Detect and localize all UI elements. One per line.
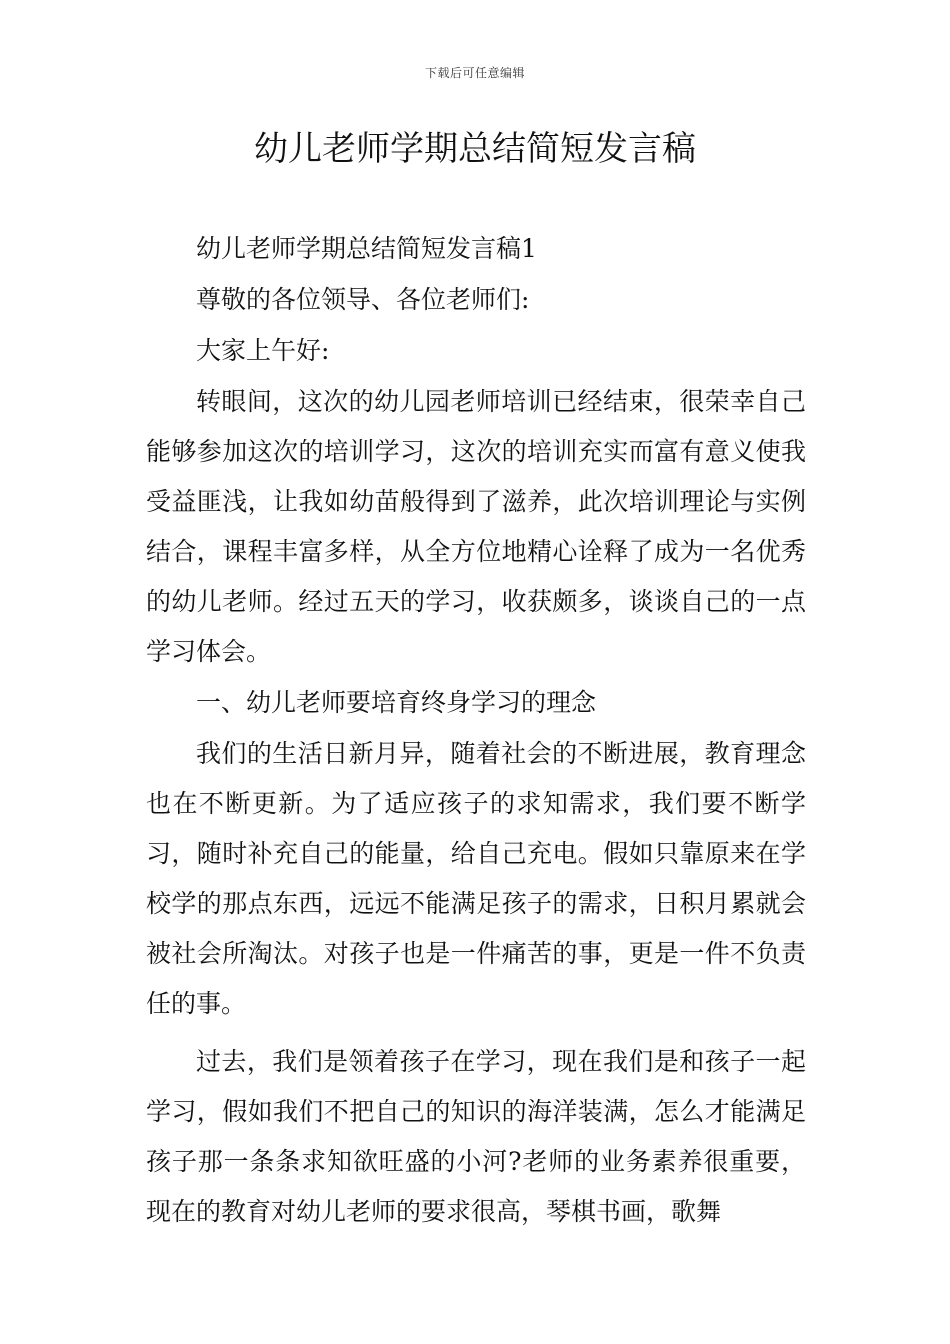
document-body: [146, 224, 806, 1238]
salutation: 尊敬的各位领导、各位老师们:: [196, 285, 530, 314]
subheading: 一、幼儿老师要培育终身学习的理念: [196, 688, 597, 717]
section-heading: 幼儿老师学期总结简短发言稿1: [196, 234, 537, 263]
document-title: 幼儿老师学期总结简短发言稿: [254, 129, 696, 169]
body-paragraph: 过去，我们是领着孩子在学习，现在我们是和孩子一起学习，假如我们不把自己的知识的海洋装满，怎么才能满足孩子那一条条求知欲旺盛的小河?老师的业务素养很重要，现在的教育对幼儿老师的要求很高，琴棋书画，歌舞: [146, 1047, 806, 1226]
greeting: 大家上午好:: [196, 336, 330, 365]
body-paragraph: 我们的生活日新月异，随着社会的不断进展，教育理念也在不断更新。为了适应孩子的求知需求，我们要不断学习，随时补充自己的能量，给自己充电。假如只靠原来在学校学的那点东西，远远不能满足孩子的需求，日积月累就会被社会所淘汰。对孩子也是一件痛苦的事，更是一件不负责任的事。: [146, 739, 806, 1018]
header-note: 下载后可任意编辑: [424, 66, 525, 80]
body-paragraph: 转眼间，这次的幼儿园老师培训已经结束，很荣幸自己能够参加这次的培训学习，这次的培训充实而富有意义使我受益匪浅，让我如幼苗般得到了滋养，此次培训理论与实例结合，课程丰富多样，从全方位地精心诠释了成为一名优秀的幼儿老师。经过五天的学习，收获颇多，谈谈自己的一点学习体会。: [146, 387, 806, 666]
